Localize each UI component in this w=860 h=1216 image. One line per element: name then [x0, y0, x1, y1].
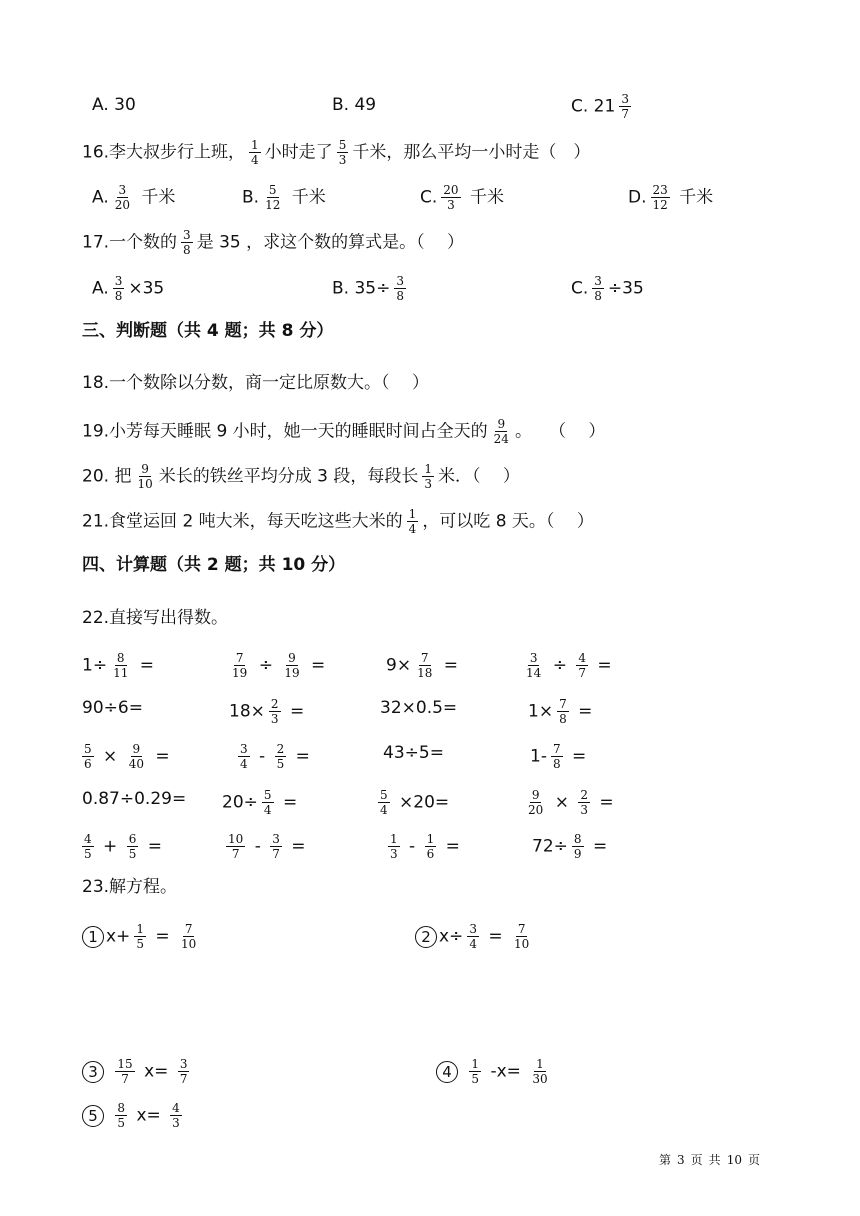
fraction: $\frac{3}{4}$ [469, 922, 477, 951]
equation-5: 5 $\frac{8}{5}$ x= $\frac{4}{3}$ [82, 1101, 186, 1130]
fraction: $\frac{7}{10}$ [514, 922, 530, 951]
calc-item: $\frac{1}{3}$ - $\frac{1}{6}$ = [390, 832, 460, 861]
fraction: $\frac{1}{5}$ [471, 1057, 480, 1086]
fraction: $\frac{20}{3}$ [443, 183, 459, 212]
calc-item: 0.87÷0.29= [82, 789, 187, 809]
fraction: $\frac{7}{8}$ [552, 742, 561, 771]
q16-option-a: A. $\frac{3}{20}$ 千米 [92, 183, 176, 212]
q17-option-b: B. 35÷ $\frac{3}{8}$ [332, 274, 404, 303]
q16-mid: 小时走了 [264, 142, 333, 163]
fraction: $\frac{3}{4}$ [240, 742, 248, 771]
page-number: 3 [677, 1153, 685, 1167]
q16-option-b: B. $\frac{5}{12}$ 千米 [242, 183, 326, 212]
fraction: $\frac{5}{3}$ [338, 138, 347, 167]
circled-number: 2 [415, 926, 437, 948]
fraction: $\frac{1}{5}$ [136, 922, 144, 951]
equation-2: 2 x÷ $\frac{3}{4}$ = $\frac{7}{10}$ [415, 922, 535, 951]
fraction: $\frac{3}{8}$ [114, 274, 123, 303]
calc-item: 72÷ $\frac{8}{9}$ = [532, 832, 608, 861]
question-23-title: 23.解方程。 [82, 877, 178, 897]
calc-item: $\frac{3}{14}$ ÷ $\frac{4}{7}$ = [526, 651, 612, 680]
fraction: $\frac{5}{6}$ [84, 742, 92, 771]
fraction: $\frac{1}{3}$ [424, 462, 432, 491]
fraction: $\frac{5}{4}$ [380, 788, 388, 817]
fraction: $\frac{2}{3}$ [270, 697, 279, 726]
question-18: 18.一个数除以分数，商一定比原数大。（ ） [82, 373, 429, 393]
fraction: $\frac{7}{8}$ [559, 697, 567, 726]
fraction: $\frac{7}{19}$ [232, 651, 248, 680]
q15-option-b: B. 49 [332, 95, 377, 115]
fraction: $\frac{9}{20}$ [528, 788, 544, 817]
calc-item: 43÷5= [383, 743, 444, 763]
q17-option-c: C. $\frac{3}{8}$ ÷35 [571, 274, 644, 303]
fraction: $\frac{3}{8}$ [594, 274, 602, 303]
section-3-heading: 三、判断题（共 4 题；共 8 分） [82, 321, 334, 341]
total-pages: 10 [726, 1153, 742, 1167]
fraction: $\frac{3}{7}$ [272, 832, 280, 861]
q16-option-d: D. $\frac{23}{12}$ 千米 [628, 183, 714, 212]
circled-number: 3 [82, 1061, 104, 1083]
fraction: $\frac{7}{18}$ [417, 651, 433, 680]
calc-item: $\frac{9}{20}$ × $\frac{2}{3}$ = [528, 788, 614, 817]
calc-item: 18× $\frac{2}{3}$ = [229, 697, 305, 726]
fraction: $\frac{1}{6}$ [426, 832, 435, 861]
fraction: $\frac{4}{7}$ [578, 651, 586, 680]
fraction: $\frac{3}{8}$ [183, 228, 191, 257]
calc-item: 32×0.5= [380, 698, 458, 718]
question-21: 21.食堂运回 2 吨大米，每天吃这些大米的 $\frac{1}{4}$ ，可以吃 8 天。（ ） [82, 507, 594, 536]
fraction: $\frac{1}{30}$ [532, 1057, 548, 1086]
fraction: $\frac{6}{5}$ [128, 832, 137, 861]
calc-item: 1× $\frac{7}{8}$ = [528, 697, 593, 726]
question-17: 17.一个数的 $\frac{3}{8}$ 是 35 ，求这个数的算式是。（ ） [82, 228, 465, 257]
fraction: $\frac{5}{4}$ [263, 788, 272, 817]
equation-4: 4 $\frac{1}{5}$ -x= $\frac{1}{30}$ [436, 1057, 554, 1086]
fraction: $\frac{3}{14}$ [526, 651, 542, 680]
fraction: $\frac{9}{40}$ [128, 742, 144, 771]
q15-option-c-text: C. 21 [571, 96, 616, 117]
equation-3: 3 $\frac{15}{7}$ x= $\frac{3}{7}$ [82, 1057, 193, 1086]
calc-item: 20÷ $\frac{5}{4}$ = [222, 788, 298, 817]
fraction: $\frac{9}{19}$ [284, 651, 300, 680]
fraction: $\frac{9}{10}$ [137, 462, 153, 491]
circled-number: 1 [82, 926, 104, 948]
calc-item: $\frac{7}{19}$ ÷ $\frac{9}{19}$ = [232, 651, 326, 680]
fraction: $\frac{1}{3}$ [390, 832, 398, 861]
q15-option-c [571, 92, 635, 121]
fraction: $\frac{2}{3}$ [580, 788, 588, 817]
calc-item: $\frac{5}{6}$ × $\frac{9}{40}$ = [84, 742, 170, 771]
question-16 [82, 138, 590, 167]
fraction: $\frac{3}{20}$ [114, 183, 131, 212]
q16-option-c: C. $\frac{20}{3}$ 千米 [420, 183, 504, 212]
section-4-heading: 四、计算题（共 2 题；共 10 分） [82, 555, 346, 575]
calc-item: $\frac{3}{4}$ - $\frac{2}{5}$ = [240, 742, 310, 771]
circled-number: 5 [82, 1105, 104, 1127]
fraction: $\frac{9}{24}$ [493, 417, 509, 446]
fraction: $\frac{10}{7}$ [228, 832, 244, 861]
equation-1: 1 x+ $\frac{1}{5}$ = $\frac{7}{10}$ [82, 922, 202, 951]
question-19: 19.小芳每天睡眠 9 小时，她一天的睡眠时间占全天的 $\frac{9}{24}$ 。 （ ） [82, 417, 606, 446]
page-footer: 第 3 页 共 10 页 [659, 1153, 760, 1167]
fraction: $\frac{15}{7}$ [117, 1057, 133, 1086]
fraction: $\frac{7}{10}$ [181, 922, 197, 951]
calc-item: $\frac{4}{5}$ + $\frac{6}{5}$ = [84, 832, 162, 861]
calc-item: $\frac{10}{7}$ - $\frac{3}{7}$ = [228, 832, 306, 861]
fraction: $\frac{8}{9}$ [573, 832, 582, 861]
fraction: $\frac{8}{5}$ [117, 1101, 126, 1130]
calc-item: 9× $\frac{7}{18}$ = [386, 651, 458, 680]
q15-option-a: A. 30 [92, 95, 136, 115]
fraction: $\frac{3}{7}$ [621, 92, 629, 121]
fraction: $\frac{23}{12}$ [652, 183, 668, 212]
fraction: $\frac{3}{8}$ [396, 274, 404, 303]
calc-item: 1÷ $\frac{8}{11}$ = [82, 651, 154, 680]
calc-item: 90÷6= [82, 698, 143, 718]
circled-number: 4 [436, 1061, 458, 1083]
fraction: $\frac{3}{7}$ [179, 1057, 188, 1086]
q17-option-a: A. $\frac{3}{8}$ ×35 [92, 274, 165, 303]
fraction: $\frac{1}{4}$ [408, 507, 417, 536]
calc-item: $\frac{5}{4}$ ×20= [380, 788, 450, 817]
q16-suffix: 千米，那么平均一小时走（ ） [352, 142, 591, 163]
fraction: $\frac{8}{11}$ [113, 651, 129, 680]
fraction: $\frac{1}{4}$ [251, 138, 259, 167]
fraction: $\frac{2}{5}$ [276, 742, 285, 771]
question-22-title: 22.直接写出得数。 [82, 608, 229, 628]
q16-prefix: 16.李大叔步行上班， [82, 142, 246, 163]
fraction: $\frac{4}{5}$ [84, 832, 92, 861]
question-20: 20. 把 $\frac{9}{10}$ 米长的铁丝平均分成 3 段，每段长 $\frac{1}{3}$ 米．（ ） [82, 462, 520, 491]
fraction: $\frac{5}{12}$ [265, 183, 281, 212]
fraction: $\frac{4}{3}$ [172, 1101, 180, 1130]
calc-item: 1- $\frac{7}{8}$ = [530, 742, 587, 771]
